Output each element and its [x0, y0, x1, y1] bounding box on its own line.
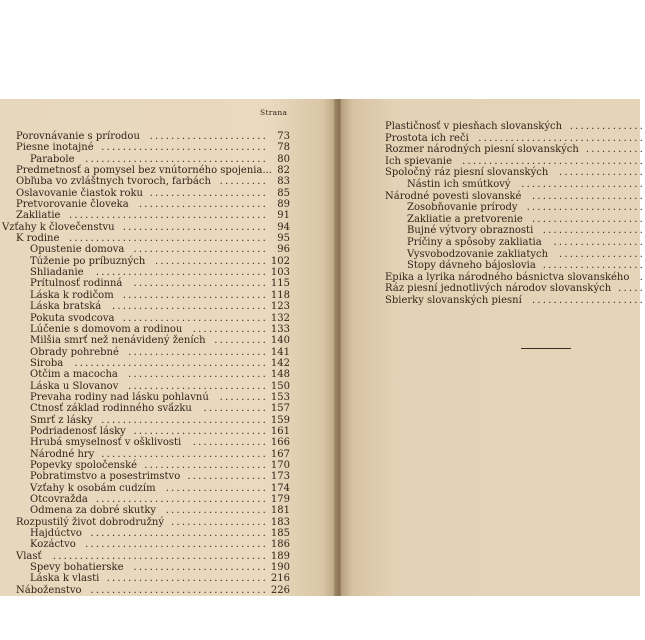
dot-leader: ................................: [95, 267, 268, 279]
dot-leader: ..............: [192, 323, 268, 335]
dot-leader: ...................: [165, 482, 268, 494]
toc-entry-title: Ctnosť základ rodinného svä́zku: [30, 403, 192, 415]
toc-entry: [385, 237, 645, 249]
toc-entry: [385, 167, 645, 179]
toc-entry: [385, 225, 645, 237]
toc-entry-page: 166: [270, 437, 290, 449]
table-of-contents-right: [385, 121, 645, 307]
toc-entry: [0, 313, 290, 324]
toc-entry-page: 103: [270, 267, 290, 279]
toc-entry-page: 96: [277, 244, 290, 256]
toc-entry: [385, 214, 645, 226]
toc-entry: [0, 154, 290, 165]
dot-leader: .....................................: [68, 233, 268, 245]
left-page: [0, 99, 336, 596]
dot-leader: ........................: [138, 199, 268, 211]
toc-entry: [0, 426, 290, 437]
dot-leader: ....................................: [74, 357, 268, 369]
dot-leader: ..........................: [128, 346, 268, 358]
toc-entry-title: Hrubá smyselnosť v ošklivosti: [30, 437, 182, 449]
toc-entry-title: Láska bratská: [30, 301, 102, 313]
dot-leader: .....................: [532, 190, 645, 202]
dot-leader: .....: [618, 283, 645, 295]
toc-entry-title: Piesne inotajné: [16, 142, 94, 154]
toc-entry-title: Popevky spoločenské: [30, 459, 138, 471]
toc-entry-page: 78: [277, 142, 290, 154]
toc-entry-page: 115: [270, 278, 290, 290]
dot-leader: ..................: [171, 516, 268, 528]
toc-entry-page: 216: [270, 573, 290, 585]
toc-entry-page: 133: [270, 323, 290, 335]
toc-entry-title: Ráz piesní jednotlivých národov slovanských: [385, 283, 612, 295]
toc-entry-title: Otcovražda: [30, 494, 88, 505]
table-of-contents-left: [0, 131, 290, 596]
dot-leader: ..................................: [85, 539, 268, 551]
toc-entry: [0, 471, 290, 482]
toc-entry-title: Zakliatie: [16, 210, 61, 222]
toc-entry-title: Vysvobodzovanie zakliatych: [407, 248, 549, 260]
toc-entry-title: Národné hry: [30, 448, 95, 460]
toc-entry-title: Prevaha rodiny nad lásku pohlavnú: [30, 391, 209, 403]
toc-entry-page: 183: [270, 516, 290, 528]
toc-entry: [0, 233, 290, 244]
dot-leader: ...................: [165, 505, 268, 517]
toc-entry-title: Epika a lyrika národného básnictva slovanského: [385, 271, 630, 283]
toc-entry-page: 80: [277, 153, 290, 165]
toc-entry: [385, 179, 645, 191]
dot-leader: .........................: [133, 425, 268, 437]
toc-entry-title: Kozáctvo: [30, 539, 76, 551]
toc-entry-title: Príčiny a spôsoby zakliatia: [407, 236, 542, 248]
dot-leader: .: [639, 271, 645, 283]
toc-entry: [385, 121, 645, 133]
toc-entry-title: Túženie po príbuzných: [30, 255, 146, 267]
toc-entry-page: 148: [270, 369, 290, 381]
toc-entry-page: 140: [270, 335, 290, 347]
toc-entry-title: Otčim a macocha: [30, 369, 118, 381]
toc-entry-title: Opustenie domova: [30, 244, 125, 256]
toc-entry-page: 73: [277, 131, 290, 142]
toc-entry-page: 85: [277, 187, 290, 199]
toc-entry-title: Porovnávanie s prírodou: [16, 131, 140, 142]
toc-entry-title: Spoločný ráz piesní slovanských: [385, 167, 549, 179]
page-column-header: Strana: [260, 108, 288, 117]
toc-entry-page: 173: [270, 471, 290, 483]
toc-entry: [385, 202, 645, 214]
toc-entry-page: 186: [270, 539, 290, 551]
toc-entry: [385, 191, 645, 203]
dot-leader: .................................: [90, 528, 268, 540]
toc-entry: [0, 244, 290, 255]
toc-entry: [385, 156, 645, 168]
dot-leader: ...........................: [122, 289, 268, 301]
toc-entry-title: Prostota ich reči: [385, 132, 469, 144]
toc-entry-title: Obľuba vo zvláštnych tvoroch, farbách: [16, 176, 211, 188]
toc-entry-page: 185: [270, 528, 290, 540]
dot-leader: ........................................: [52, 550, 268, 562]
dot-leader: .........................: [133, 244, 268, 256]
dot-leader: ......................: [149, 187, 268, 199]
toc-entry-title: Obrady pohrebné: [30, 346, 119, 358]
toc-entry: [0, 562, 290, 573]
toc-entry-title: Oslavovanie čiastok roku: [16, 187, 143, 199]
toc-entry-page: 91: [277, 210, 290, 222]
end-rule: [521, 348, 571, 349]
toc-entry-page: 189: [270, 550, 290, 562]
toc-entry: [0, 517, 290, 528]
dot-leader: ..........................: [128, 369, 268, 381]
dot-leader: .........................: [133, 278, 268, 290]
toc-entry: [385, 144, 645, 156]
dot-leader: ...............................: [101, 414, 268, 426]
toc-entry: [385, 249, 645, 261]
toc-entry-page: 132: [270, 312, 290, 324]
toc-entry: [0, 222, 290, 233]
toc-entry: [0, 460, 290, 471]
toc-entry-title: Shliadanie: [30, 267, 84, 279]
toc-entry: [0, 528, 290, 539]
toc-entry-title: Národné povesti slovanské: [385, 190, 522, 202]
toc-entry: [385, 295, 645, 307]
toc-entry-title: Prítulnosť rodinná: [30, 278, 123, 290]
toc-entry-page: 161: [270, 425, 290, 437]
dot-leader: .....................................: [68, 210, 268, 222]
dot-leader: ...............................: [101, 142, 268, 154]
dot-leader: ..................................: [85, 153, 268, 165]
toc-entry-title: Hajdúctvo: [30, 528, 82, 540]
dot-leader: ..................................: [462, 155, 645, 167]
toc-entry: [0, 210, 290, 221]
dot-leader: ................................: [95, 494, 268, 505]
toc-entry-title: Odmena za dobré skutky: [30, 505, 157, 517]
toc-entry: [0, 176, 290, 187]
toc-entry: [0, 449, 290, 460]
toc-entry: [385, 283, 645, 295]
toc-entry-title: Vlasť: [16, 550, 42, 562]
dot-leader: ..........: [214, 335, 268, 347]
toc-entry: [0, 267, 290, 278]
dot-leader: ................: [558, 167, 645, 179]
toc-entry-title: Náboženstvo: [16, 584, 82, 596]
dot-leader: .....................: [532, 294, 645, 306]
dot-leader: ......................: [526, 202, 645, 214]
toc-entry-page: 150: [270, 380, 290, 392]
toc-entry-title: Parabole: [30, 153, 75, 165]
right-page: [341, 99, 645, 596]
toc-entry: [0, 335, 290, 346]
toc-entry-page: 141: [270, 346, 290, 358]
toc-entry: [0, 290, 290, 301]
toc-entry-title: Pretvorovanie človeka: [16, 199, 129, 211]
toc-entry-page: 123: [270, 301, 290, 313]
toc-entry-title: K rodine: [16, 233, 60, 245]
toc-entry-title: Plastičnosť v piesňach slovanských: [385, 121, 563, 132]
toc-entry: [0, 505, 290, 516]
toc-entry: [0, 301, 290, 312]
toc-entry-title: Pobratimstvo a posestrimstvo: [30, 471, 181, 483]
toc-entry-title: Bujné výtvory obraznosti: [407, 225, 534, 237]
toc-entry: [385, 260, 645, 272]
toc-entry-page: 89: [277, 199, 290, 211]
dot-leader: ...........................: [122, 221, 268, 233]
toc-entry-page: 142: [270, 357, 290, 369]
dot-leader: ...............................: [478, 132, 645, 144]
toc-entry: [0, 324, 290, 335]
dot-leader: .......................: [521, 178, 645, 190]
toc-entry-title: Siroba: [30, 357, 64, 369]
toc-entry-page: 83: [277, 176, 290, 188]
toc-entry: [0, 131, 290, 142]
toc-entry-page: 170: [270, 459, 290, 471]
toc-entry: [0, 369, 290, 380]
toc-entry-title: Pokuta svodcova: [30, 312, 115, 324]
toc-entry-page: 190: [270, 562, 290, 574]
dot-leader: .......................: [144, 459, 268, 471]
toc-entry-title: Milšia smrť než nenávidený ženích: [30, 335, 206, 347]
toc-entry: [0, 256, 290, 267]
toc-entry-title: Láska u Slovanov: [30, 380, 119, 392]
dot-leader: .....................: [155, 255, 268, 267]
toc-entry-title: Spevy bohatierske: [30, 562, 124, 574]
dot-leader: ...........: [585, 144, 645, 156]
toc-entry-title: Zakliatie a pretvorenie: [407, 213, 523, 225]
toc-entry-title: Lúčenie s domovom a rodinou: [30, 323, 183, 335]
toc-entry: [0, 142, 290, 153]
toc-entry-title: Predmetnosť a pomysel bez vnútorného spojenia...: [16, 165, 272, 177]
toc-entry-title: Láska k vlasti: [30, 573, 100, 585]
toc-entry-page: 94: [277, 221, 290, 233]
toc-entry-title: Vzťahy k človečenstvu: [2, 221, 115, 233]
toc-entry: [0, 358, 290, 369]
dot-leader: ............: [203, 403, 268, 415]
toc-entry-page: 167: [270, 448, 290, 460]
dot-leader: ..........................: [128, 380, 268, 392]
dot-leader: .........: [219, 176, 268, 188]
toc-entry-page: 174: [270, 482, 290, 494]
toc-entry-page: 157: [270, 403, 290, 415]
toc-entry: [0, 415, 290, 426]
dot-leader: .........: [219, 391, 268, 403]
toc-entry: [0, 437, 290, 448]
toc-entry-page: 95: [277, 233, 290, 245]
toc-entry-title: Zosobňovanie prírody: [407, 202, 518, 214]
toc-entry: [0, 539, 290, 550]
toc-entry-title: Sbierky slovanských piesní: [385, 294, 522, 306]
dot-leader: .............................: [112, 301, 268, 313]
toc-entry-title: Láska k rodičom: [30, 289, 114, 301]
toc-entry-title: Stopy dávneho bájoslovia: [407, 260, 536, 272]
dot-leader: ..............................: [106, 573, 268, 585]
toc-entry: [385, 133, 645, 145]
toc-entry: [0, 381, 290, 392]
toc-entry-page: 226: [270, 584, 290, 596]
dot-leader: .................................: [90, 584, 268, 596]
toc-entry-title: Ich spievanie: [385, 155, 452, 167]
toc-entry: [0, 483, 290, 494]
toc-entry-title: Rozpustilý život dobrodružný: [16, 516, 164, 528]
dot-leader: ...............................: [101, 448, 268, 460]
toc-entry: [385, 272, 645, 284]
toc-entry-page: 153: [270, 391, 290, 403]
toc-entry-title: Nástin ich smútkový: [407, 178, 511, 190]
toc-entry-page: 159: [270, 414, 290, 426]
toc-entry: [0, 165, 290, 176]
toc-entry: [0, 494, 290, 505]
toc-entry-page: 179: [270, 494, 290, 505]
toc-entry: [0, 347, 290, 358]
dot-leader: ..............: [569, 121, 645, 132]
toc-entry: [0, 585, 290, 596]
dot-leader: ...................: [542, 260, 645, 272]
toc-entry-title: Podriadenosť lásky: [30, 425, 126, 437]
dot-leader: ......................: [149, 131, 268, 142]
toc-entry-title: Vzťahy k osobám cudzím: [30, 482, 156, 494]
toc-entry-page: 181: [270, 505, 290, 517]
toc-entry: [0, 278, 290, 289]
toc-entry: [0, 199, 290, 210]
toc-entry: [0, 188, 290, 199]
dot-leader: ................: [558, 248, 645, 260]
dot-leader: .....................: [532, 213, 645, 225]
dot-leader: .................: [553, 236, 645, 248]
toc-entry-title: Smrť z lásky: [30, 414, 93, 426]
toc-entry-title: Rozmer národných piesní slovanských: [385, 144, 579, 156]
dot-leader: ...............: [187, 471, 268, 483]
toc-entry-page: 82: [277, 165, 290, 177]
dot-leader: ...................: [542, 225, 645, 237]
toc-entry-page: 118: [270, 289, 290, 301]
toc-entry: [0, 551, 290, 562]
toc-entry: [0, 403, 290, 414]
toc-entry: [0, 392, 290, 403]
dot-leader: .........................: [133, 562, 268, 574]
dot-leader: ...........................: [122, 312, 268, 324]
dot-leader: ..............: [192, 437, 268, 449]
toc-entry-page: 102: [270, 255, 290, 267]
toc-entry: [0, 573, 290, 584]
